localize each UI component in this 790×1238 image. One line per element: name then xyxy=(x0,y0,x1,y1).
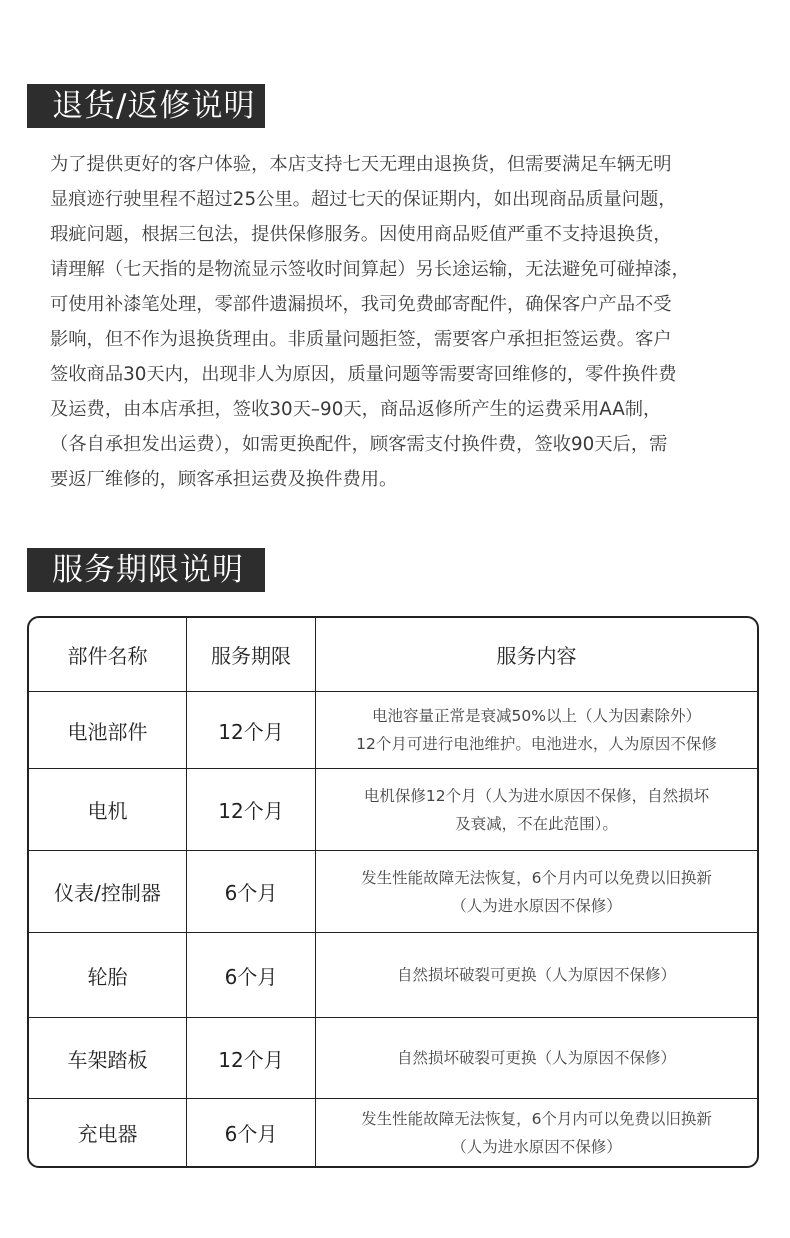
service-period: 12个月 xyxy=(187,769,316,850)
content-line: 12个月可进行电池维护。电池进水，人为原因不保修 xyxy=(356,735,717,753)
returns-policy-text xyxy=(50,147,752,499)
content-line: （人为进水原因不保修） xyxy=(451,1137,622,1156)
content-line: 发生性能故障无法恢复，6个月内可以免费以旧换新 xyxy=(361,868,712,887)
service-content xyxy=(316,1018,757,1098)
policy-line: 瑕疵问题，根据三包法，提供保修服务。因使用商品贬值严重不支持退换货， xyxy=(50,224,672,245)
policy-line: 可使用补漆笔处理，零部件遗漏损坏，我司免费邮寄配件，确保客户产品不受 xyxy=(50,294,672,315)
service-content xyxy=(316,933,757,1017)
part-name: 电机 xyxy=(29,769,187,850)
policy-line: 请理解（七天指的是物流显示签收时间算起）另长途运输，无法避免可碰掉漆， xyxy=(50,259,690,280)
content-line: 电机保修12个月（人为进水原因不保修，自然损坏 xyxy=(363,786,710,805)
table-row xyxy=(29,1018,757,1099)
returns-section-title: 退货/返修说明 xyxy=(27,84,265,128)
service-content xyxy=(316,769,757,850)
policy-line: 要返厂维修的，顾客承担运费及换件费用。 xyxy=(50,469,398,490)
policy-line: （各自承担发出运费），如需更换配件，顾客需支付换件费，签收90天后，需 xyxy=(50,434,668,455)
table-row xyxy=(29,769,757,851)
content-line: 发生性能故障无法恢复，6个月内可以免费以旧换新 xyxy=(361,1109,712,1128)
service-content xyxy=(316,692,757,768)
content-line: 自然损坏破裂可更换（人为原因不保修） xyxy=(396,966,676,984)
policy-line: 显痕迹行驶里程不超过25公里。超过七天的保证期内，如出现商品质量问题， xyxy=(50,189,677,210)
policy-line: 为了提供更好的客户体验，本店支持七天无理由退换货，但需要满足车辆无明 xyxy=(50,154,672,175)
content-line: 自然损坏破裂可更换（人为原因不保修） xyxy=(396,1049,676,1067)
policy-line: 签收商品30天内，出现非人为原因，质量问题等需要寄回维修的，零件换件费 xyxy=(50,364,677,385)
part-name: 车架踏板 xyxy=(29,1018,187,1098)
content-line: 电池容量正常是衰减50%以上（人为因素除外） xyxy=(372,707,701,725)
header-part-name: 部件名称 xyxy=(29,618,187,691)
service-period: 6个月 xyxy=(187,1099,316,1166)
part-name: 电池部件 xyxy=(29,692,187,768)
service-table xyxy=(27,616,759,1168)
service-section-title: 服务期限说明 xyxy=(27,548,265,592)
policy-line: 影响，但不作为退换货理由。非质量问题拒签，需要客户承担拒签运费。客户 xyxy=(50,329,672,350)
table-row xyxy=(29,692,757,769)
content-line: 及衰减，不在此范围）。 xyxy=(455,814,618,833)
service-period: 6个月 xyxy=(187,851,316,932)
policy-line: 及运费，由本店承担，签收30天–90天，商品返修所产生的运费采用AA制， xyxy=(50,399,662,420)
service-period: 6个月 xyxy=(187,933,316,1017)
part-name: 轮胎 xyxy=(29,933,187,1017)
table-row xyxy=(29,933,757,1018)
service-content xyxy=(316,1099,757,1166)
content-line: （人为进水原因不保修） xyxy=(451,896,622,915)
service-period: 12个月 xyxy=(187,1018,316,1098)
table-row xyxy=(29,1099,757,1166)
table-header-row xyxy=(29,618,757,692)
table-row xyxy=(29,851,757,933)
part-name: 充电器 xyxy=(29,1099,187,1166)
part-name: 仪表/控制器 xyxy=(29,851,187,932)
service-content xyxy=(316,851,757,932)
header-service-period: 服务期限 xyxy=(187,618,316,691)
header-service-content: 服务内容 xyxy=(496,644,577,668)
service-period: 12个月 xyxy=(187,692,316,768)
